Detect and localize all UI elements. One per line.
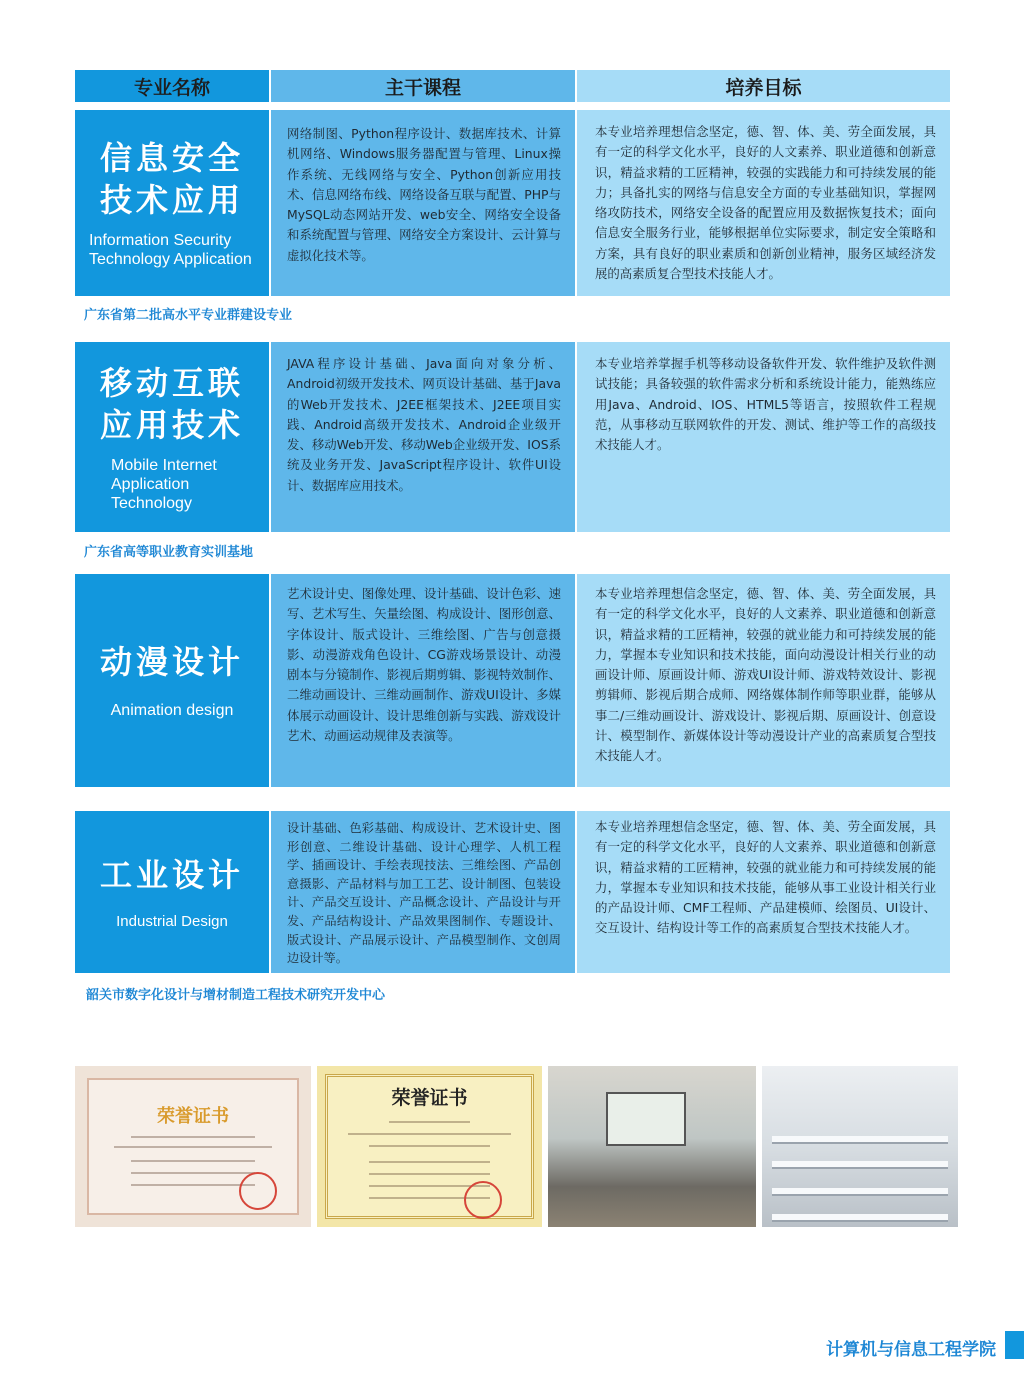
major-name-cell [75, 342, 269, 532]
certificate-text-line [369, 1173, 491, 1175]
certificate-text-line [131, 1160, 256, 1162]
certificate-frame [325, 1074, 534, 1219]
major-name-zh-line: 工业设计 [99, 855, 244, 894]
major-courses: 艺术设计史、图像处理、设计基础、设计色彩、速写、艺术写生、矢量绘图、构成设计、图形创意、字体设计、版式设计、三维绘图、广告与创意摄影、动漫游戏角色设计、CG游戏场景设计、动漫剧本与分镜制作、影视后期剪辑、影视特效制作、二维动画设计、三维动画制作、游戏UI设计、多媒体展示动画设计、设计思维创新与实践、游戏设计艺术、动画运动规律及表演等。 [271, 574, 575, 787]
major-goals: 本专业培养理想信念坚定，德、智、体、美、劳全面发展，具有一定的科学文化水平，良好的人文素养、职业道德和创新意识，精益求精的工匠精神，较强的就业能力和可持续发展的能力，掌握本专业知识和技术技能，能够从事工业设计相关行业的产品设计师、CMF工程师、产品建模师、绘图员、UI设计、交互设计、结构设计等工作的高素质复合型技术技能人才。 [577, 811, 950, 973]
major-goals: 本专业培养理想信念坚定，德、智、体、美、劳全面发展，具有一定的科学文化水平，良好的人文素养、职业道德和创新意识，精益求精的工匠精神，较强的就业能力和可持续发展的能力，掌握本专业知识和技术技能，面向动漫设计相关行业的动画设计师、原画设计师、游戏UI设计师、游戏特效设计、影视剪辑师、影视后期合成师、网络媒体制作师等职业群，能够从事二/三维动画设计、游戏设计、影视后期、原画设计、创意设计、模型制作、新媒体设计等动漫设计产业的高素质复合型技术技能人才。 [577, 574, 950, 787]
major-name-en-line: Application [111, 475, 190, 493]
major-courses: 设计基础、色彩基础、构成设计、艺术设计史、图形创意、二维设计基础、设计心理学、人机工程学、插画设计、手绘表现技法、三维绘图、产品创意摄影、产品材料与加工工艺、设计制图、包装设计、产品交互设计、产品概念设计、产品设计与开发、产品结构设计、产品效果图制作、专题设计、版式设计、产品展示设计、产品模型制作、文创周边设计等。 [271, 811, 575, 973]
lab-desk-row [772, 1136, 948, 1144]
footer-college-name: 计算机与信息工程学院 [826, 1340, 996, 1360]
certificate-text-line [348, 1133, 510, 1135]
certificate-title: 荣誉证书 [157, 1106, 229, 1127]
major-name-en-line: Technology [111, 494, 192, 512]
certificate-text-line [389, 1121, 470, 1123]
certificate-frame [87, 1078, 299, 1215]
major-name-en-line: Information Security [89, 232, 232, 249]
certificate-text-line [131, 1136, 256, 1138]
certificate-text-line [114, 1146, 272, 1148]
seal-icon [464, 1181, 502, 1219]
certificate-text-line [131, 1184, 256, 1186]
major-name-zh-line: 技术应用 [99, 181, 244, 219]
seal-icon [239, 1172, 277, 1210]
certificate-photo [317, 1066, 542, 1227]
major-row-info-security [75, 110, 950, 296]
major-name-en-line: Industrial Design [116, 912, 228, 930]
classroom-photo [548, 1066, 756, 1227]
major-subtitle: 韶关市数字化设计与增材制造工程技术研究开发中心 [86, 988, 386, 1003]
projector-screen [606, 1092, 686, 1146]
major-name-zh-line: 应用技术 [99, 405, 244, 444]
major-goals: 本专业培养理想信念坚定，德、智、体、美、劳全面发展，具有一定的科学文化水平，良好的人文素养、职业道德和创新意识，精益求精的工匠精神，较强的实践能力和可持续发展的能力；具备扎实的网络与信息安全方面的专业基础知识，掌握网络攻防技术，网络安全设备的配置应用及数据恢复技术；面向信息安全服务行业，能够根据单位实际要求，制定安全策略和方案，具有良好的职业素质和创新创业精神，服务区域经济发展的高素质复合型技术技能人才。 [577, 110, 950, 296]
major-row-industrial-design [75, 811, 950, 973]
major-name-cell [75, 110, 269, 296]
lab-desk-row [772, 1188, 948, 1196]
certificate-text-line [369, 1161, 491, 1163]
certificate-photo [75, 1066, 311, 1227]
header-training-goals: 培养目标 [577, 70, 950, 102]
computer-lab-photo [762, 1066, 958, 1227]
major-row-animation [75, 574, 950, 787]
footer-accent-bar [1005, 1331, 1024, 1359]
header-major-name: 专业名称 [75, 70, 269, 102]
certificate-text-line [369, 1145, 491, 1147]
lab-desk-row [772, 1161, 948, 1169]
major-courses: 网络制图、Python程序设计、数据库技术、计算机网络、Windows服务器配置与管理、Linux操作系统、无线网络与安全、Python创新应用技术、信息网络布线、网络设备互联与配置、PHP与MySQL动态网站开发、web安全、网络安全设备和系统配置与管理、网络安全方案设计、云计算与虚拟化技术等。 [271, 110, 575, 296]
major-name-cell [75, 811, 269, 973]
major-name-en-line: Technology Application [89, 251, 252, 268]
major-name-zh-line: 移动互联 [99, 363, 244, 402]
major-name-en-line: Mobile Internet [111, 456, 217, 474]
certificate-title: 荣誉证书 [391, 1087, 468, 1109]
major-subtitle: 广东省第二批高水平专业群建设专业 [84, 308, 293, 323]
major-row-mobile-internet [75, 342, 950, 532]
lab-desk-row [772, 1214, 948, 1222]
header-main-courses: 主干课程 [271, 70, 575, 102]
major-courses: JAVA程序设计基础、Java面向对象分析、Android初级开发技术、网页设计基础、基于Java的Web开发技术、J2EE框架技术、J2EE项目实践、Android高级开发技术、Android企业级开发、移动Web开发、移动Web企业级开发、IOS系统及业务开发、JavaScript程序设计、软件UI设计、数据库应用技术。 [271, 342, 575, 532]
major-subtitle: 广东省高等职业教育实训基地 [84, 545, 254, 560]
major-name-zh-line: 信息安全 [99, 139, 244, 177]
major-name-zh-line: 动漫设计 [99, 643, 244, 681]
certificate-text-line [131, 1172, 256, 1174]
major-name-en-line: Animation design [110, 702, 234, 719]
major-goals: 本专业培养掌握手机等移动设备软件开发、软件维护及软件测试技能；具备较强的软件需求分析和系统设计能力，能熟练应用Java、Android、IOS、HTML5等语言，按照软件工程规范，从事移动互联网软件的开发、测试、维护等工作的高级技术技能人才。 [577, 342, 950, 532]
major-name-cell [75, 574, 269, 787]
